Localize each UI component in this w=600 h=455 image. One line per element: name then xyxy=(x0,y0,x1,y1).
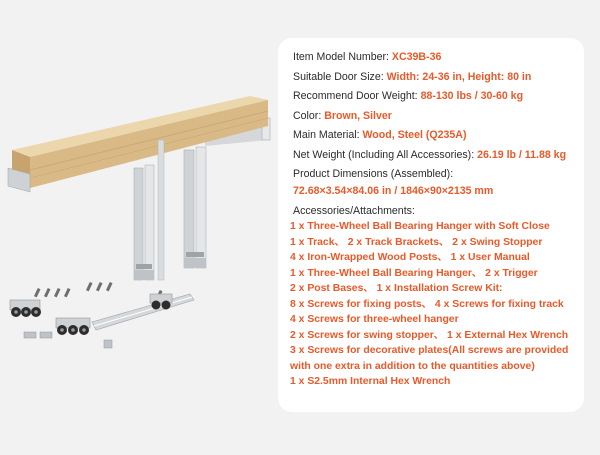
three-wheel-hanger xyxy=(10,300,41,317)
model-number-label: Item Model Number: xyxy=(293,51,392,63)
track-brackets xyxy=(24,332,112,348)
accessory-item: 4 x Screws for three-wheel hanger xyxy=(290,314,459,326)
accessory-item: 2 x Post Bases、 1 x Installation Screw Kit: xyxy=(290,283,503,295)
door-size-value: Width: 24-36 in, Height: 80 in xyxy=(386,70,532,83)
accessories-list xyxy=(290,220,576,388)
door-weight-value: 88-130 lbs / 30-60 kg xyxy=(420,90,524,102)
dimensions-value xyxy=(293,185,576,198)
accessory-item: 2 x Screws for swing stopper、 1 x External Hex Wrench xyxy=(290,329,569,341)
accessory-item: 8 x Screws for fixing posts、 4 x Screws for fixing track xyxy=(290,298,564,310)
door-weight-label: Recommend Door Weight: xyxy=(293,90,421,102)
three-wheel-hanger-soft-close xyxy=(56,318,90,335)
material-value: Wood, Steel (Q235A) xyxy=(362,129,467,141)
accessories-label: Accessories/Attachments: xyxy=(293,204,415,217)
screw-set xyxy=(34,282,163,299)
net-weight-label: Net Weight (Including All Accessories): xyxy=(293,148,478,161)
accessory-item: 3 x Screws for decorative plates(All screws are provided xyxy=(290,345,569,357)
dimensions-text: 72.68×3.54×84.06 in / 1846×90×2135 mm xyxy=(293,185,494,197)
color-value: Brown, Silver xyxy=(324,109,392,122)
model-number-value: XC39B-36 xyxy=(391,51,442,63)
door-size-row xyxy=(293,71,576,84)
material-row xyxy=(293,129,576,142)
model-number-row xyxy=(293,51,576,64)
color-label: Color: xyxy=(293,109,325,122)
net-weight-value: 26.19 lb / 11.88 kg xyxy=(477,148,567,161)
door-size-label: Suitable Door Size: xyxy=(293,70,387,83)
dimensions-label: Product Dimensions (Assembled): xyxy=(293,168,454,180)
accessory-item: 1 x S2.5mm Internal Hex Wrench xyxy=(290,376,451,388)
pocket-door-frame-kit-image xyxy=(0,0,290,450)
center-post xyxy=(158,140,164,280)
accessory-item: 1 x Three-Wheel Ball Bearing Hanger、 2 x Trigger xyxy=(290,267,538,279)
right-post-pair xyxy=(184,147,206,268)
door-weight-row xyxy=(293,90,576,103)
left-post-pair xyxy=(134,165,154,280)
product-illustration xyxy=(0,0,290,450)
color-row xyxy=(293,110,576,123)
accessory-item: 4 x Iron-Wrapped Wood Posts、 1 x User Manual xyxy=(290,252,530,264)
net-weight-row xyxy=(293,149,576,162)
accessory-item: 1 x Three-Wheel Ball Bearing Hanger with Soft Close xyxy=(290,221,550,233)
accessory-item: with one extra in addition to the quantities above) xyxy=(290,360,535,372)
material-label: Main Material: xyxy=(293,129,363,141)
specification-card xyxy=(278,38,584,412)
track-rail-highlight xyxy=(94,297,192,326)
accessory-item: 1 x Track、 2 x Track Brackets、 2 x Swing Stopper xyxy=(290,236,543,248)
